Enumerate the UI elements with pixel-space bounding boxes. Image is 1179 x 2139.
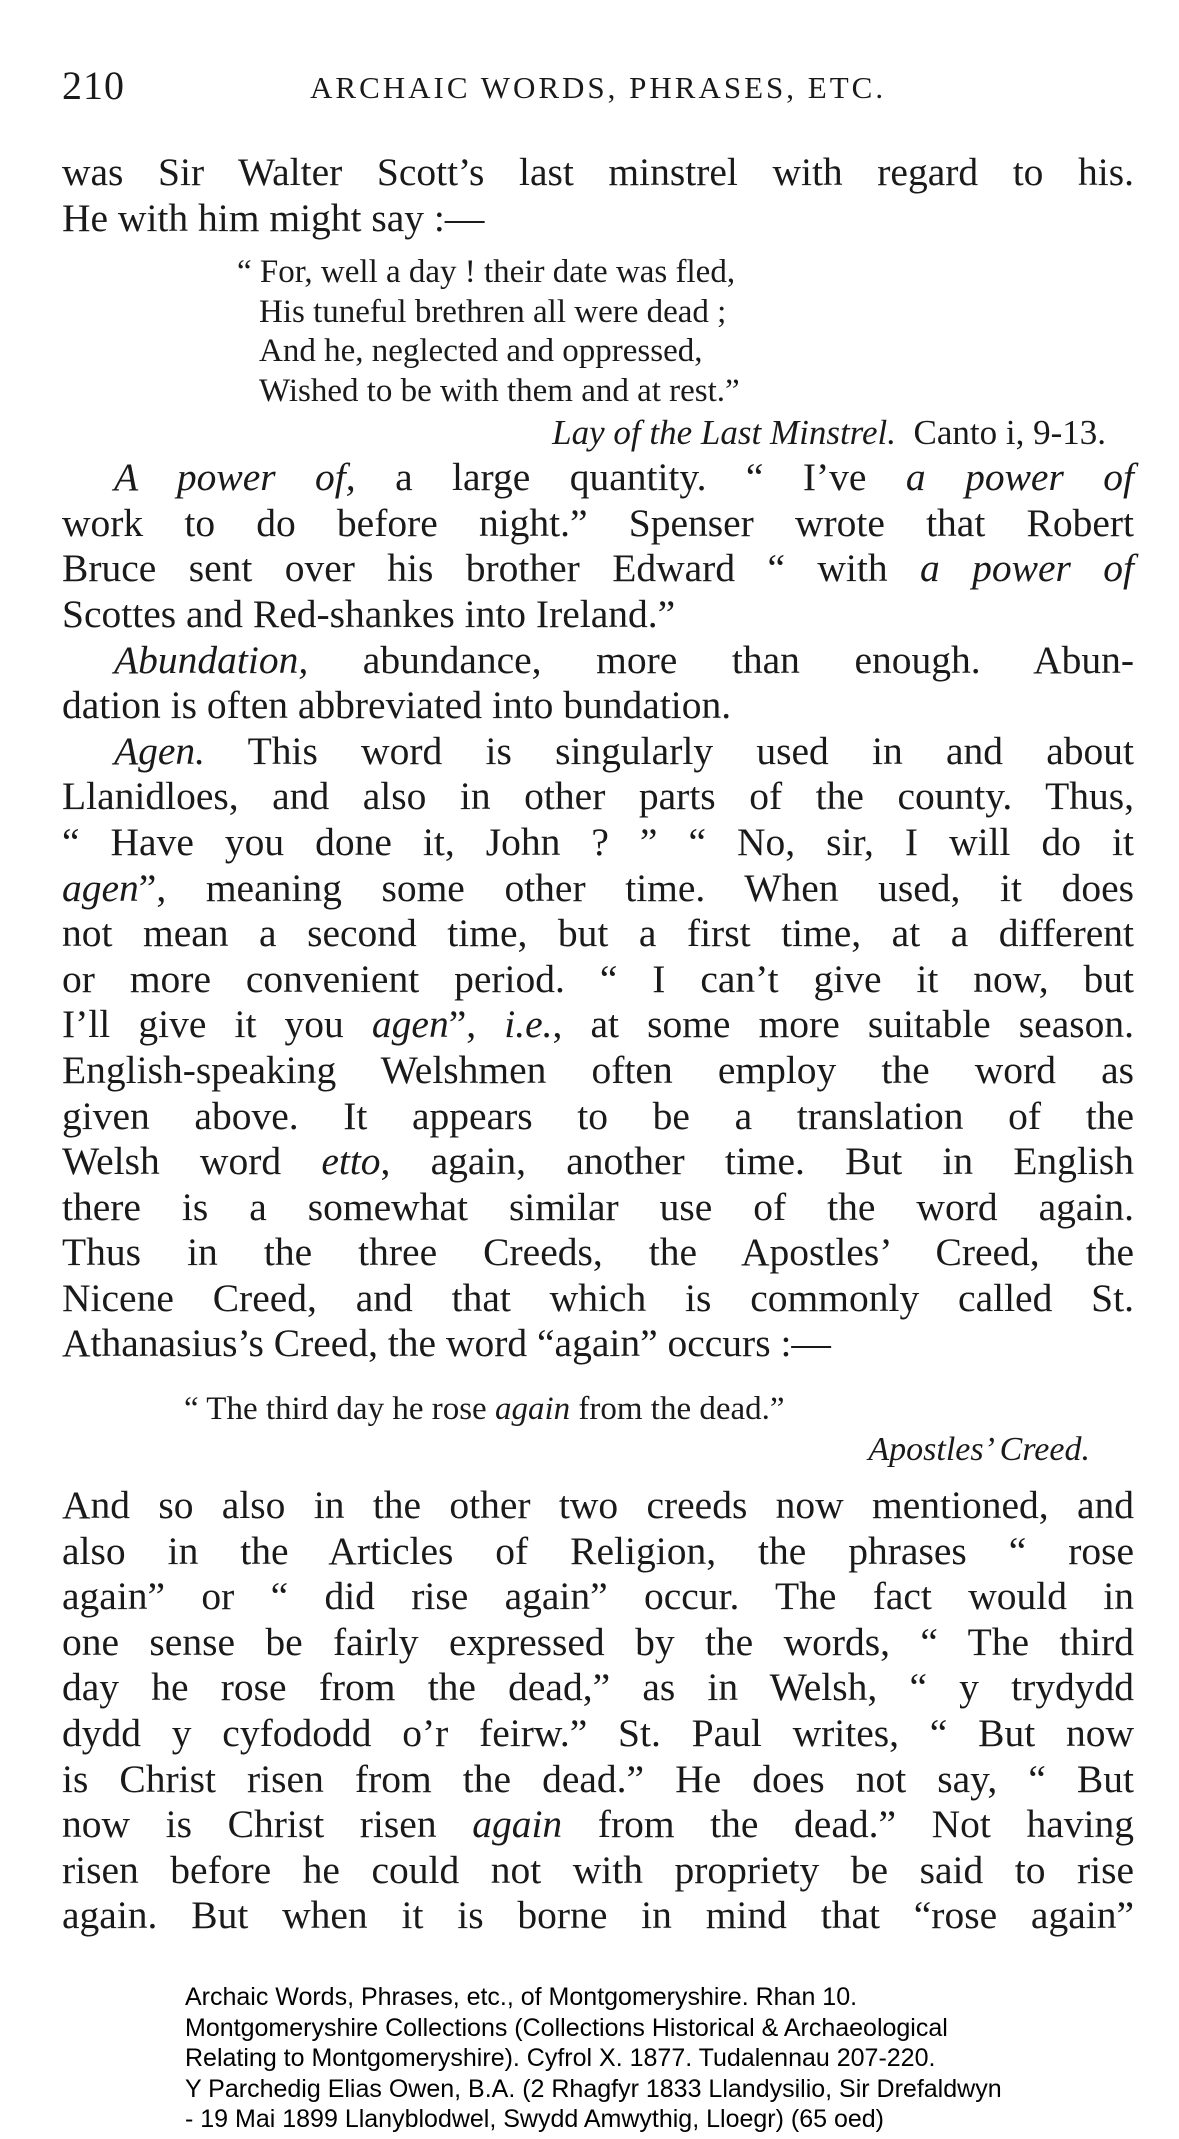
text-line: there is a somewhat similar use of the word again.: [62, 1184, 1134, 1229]
text-line: He with him might say :—: [62, 195, 485, 240]
caption-line: Archaic Words, Phrases, etc., of Montgomeryshire. Rhan 10.: [185, 1983, 858, 2011]
poem-quote: [237, 253, 1134, 411]
caption-line: - 19 Mai 1899 Llanyblodwel, Swydd Amwythig, Lloegr) (65 oed): [185, 2105, 884, 2133]
running-title: ARCHAIC WORDS, PHRASES, ETC.: [310, 70, 887, 105]
entry-term: A power of,: [114, 455, 356, 500]
page-header: [62, 62, 1142, 122]
body-text: [62, 150, 1134, 1939]
entry-term: Abundation,: [114, 637, 309, 682]
text-line: risen before he could not with propriety be said to rise: [62, 1847, 1134, 1892]
text-line: Llanidloes, and also in other parts of the county. Thus,: [62, 774, 1134, 819]
text-line: A power of, a large quantity. “ I’ve a power of: [114, 455, 1134, 500]
text-line: day he rose from the dead,” as in Welsh, “ y trydydd: [62, 1665, 1134, 1710]
text-line: And so also in the other two creeds now mentioned, and: [62, 1483, 1134, 1528]
text-line: I’ll give it you agen”, i.e., at some more suitable season.: [62, 1002, 1134, 1047]
text-line: Athanasius’s Creed, the word “again” occurs :—: [62, 1321, 831, 1366]
text-line: Agen. This word is singularly used in and about: [114, 728, 1134, 773]
citation-ref: Canto i, 9-13.: [913, 413, 1106, 453]
text-line: given above. It appears to be a translation of the: [62, 1093, 1134, 1138]
caption-line: Y Parchedig Elias Owen, B.A. (2 Rhagfyr 1833 Llandysilio, Sir Drefaldwyn: [185, 2074, 1002, 2103]
poem-line: His tuneful brethren all were dead ;: [259, 293, 727, 330]
caption-line: Montgomeryshire Collections (Collections Historical & Archaeological: [185, 2013, 948, 2042]
text-line: or more convenient period. “ I can’t give it now, but: [62, 956, 1134, 1001]
text-line: agen”, meaning some other time. When used, it does: [62, 865, 1134, 910]
creed-quote: [184, 1389, 1134, 1429]
text-line: Scottes and Red-shankes into Ireland.”: [62, 591, 676, 636]
text-line: dydd y cyfododd o’r feirw.” St. Paul writes, “ But now: [62, 1711, 1134, 1756]
text-line: is Christ risen from the dead.” He does not say, “ But: [62, 1756, 1134, 1801]
text-line: again. But when it is borne in mind that “rose again”: [62, 1893, 1134, 1938]
text-line: not mean a second time, but a first time, at a different: [62, 911, 1134, 956]
text-line: Nicene Creed, and that which is commonly called St.: [62, 1275, 1134, 1320]
poem-line: Wished to be with them and at rest.”: [259, 372, 740, 409]
poem-line: And he, neglected and oppressed,: [259, 333, 703, 370]
quote-citation: Apostles’ Creed.: [868, 1431, 1090, 1469]
page-number: 210: [62, 63, 125, 108]
poem-line: “ For, well a day ! their date was fled,: [237, 254, 736, 291]
citation-title: Lay of the Last Minstrel.: [552, 413, 897, 453]
entry-term: Agen.: [114, 728, 206, 773]
text-line: again” or “ did rise again” occur. The fact would in: [62, 1574, 1134, 1619]
text-line: now is Christ risen again from the dead.” Not having: [62, 1802, 1135, 1847]
caption-line: Relating to Montgomeryshire). Cyfrol X. 1877. Tudalennau 207-220.: [185, 2044, 936, 2072]
text-line: Thus in the three Creeds, the Apostles’ Creed, the: [62, 1230, 1134, 1275]
source-caption: [185, 1982, 1085, 2135]
text-line: one sense be fairly expressed by the words, “ The third: [62, 1619, 1134, 1664]
text-line: “ Have you done it, John ? ” “ No, sir, I will do it: [62, 819, 1134, 864]
text-line: English-speaking Welshmen often employ the word as: [62, 1047, 1134, 1092]
poem-citation: [62, 411, 1106, 455]
text-line: also in the Articles of Religion, the phrases “ rose: [62, 1528, 1134, 1573]
text-line: Bruce sent over his brother Edward “ with a power of: [62, 546, 1134, 591]
text-line: was Sir Walter Scott’s last minstrel with regard to his.: [62, 150, 1134, 194]
text-line: Welsh word etto, again, another time. But in English: [62, 1139, 1134, 1184]
text-line: Abundation, abundance, more than enough. Abun-: [114, 637, 1134, 682]
quote-line: “ The third day he rose again from the dead.”: [184, 1391, 785, 1428]
text-line: work to do before night.” Spenser wrote that Robert: [62, 500, 1134, 545]
text-line: dation is often abbreviated into bundation.: [62, 683, 732, 728]
